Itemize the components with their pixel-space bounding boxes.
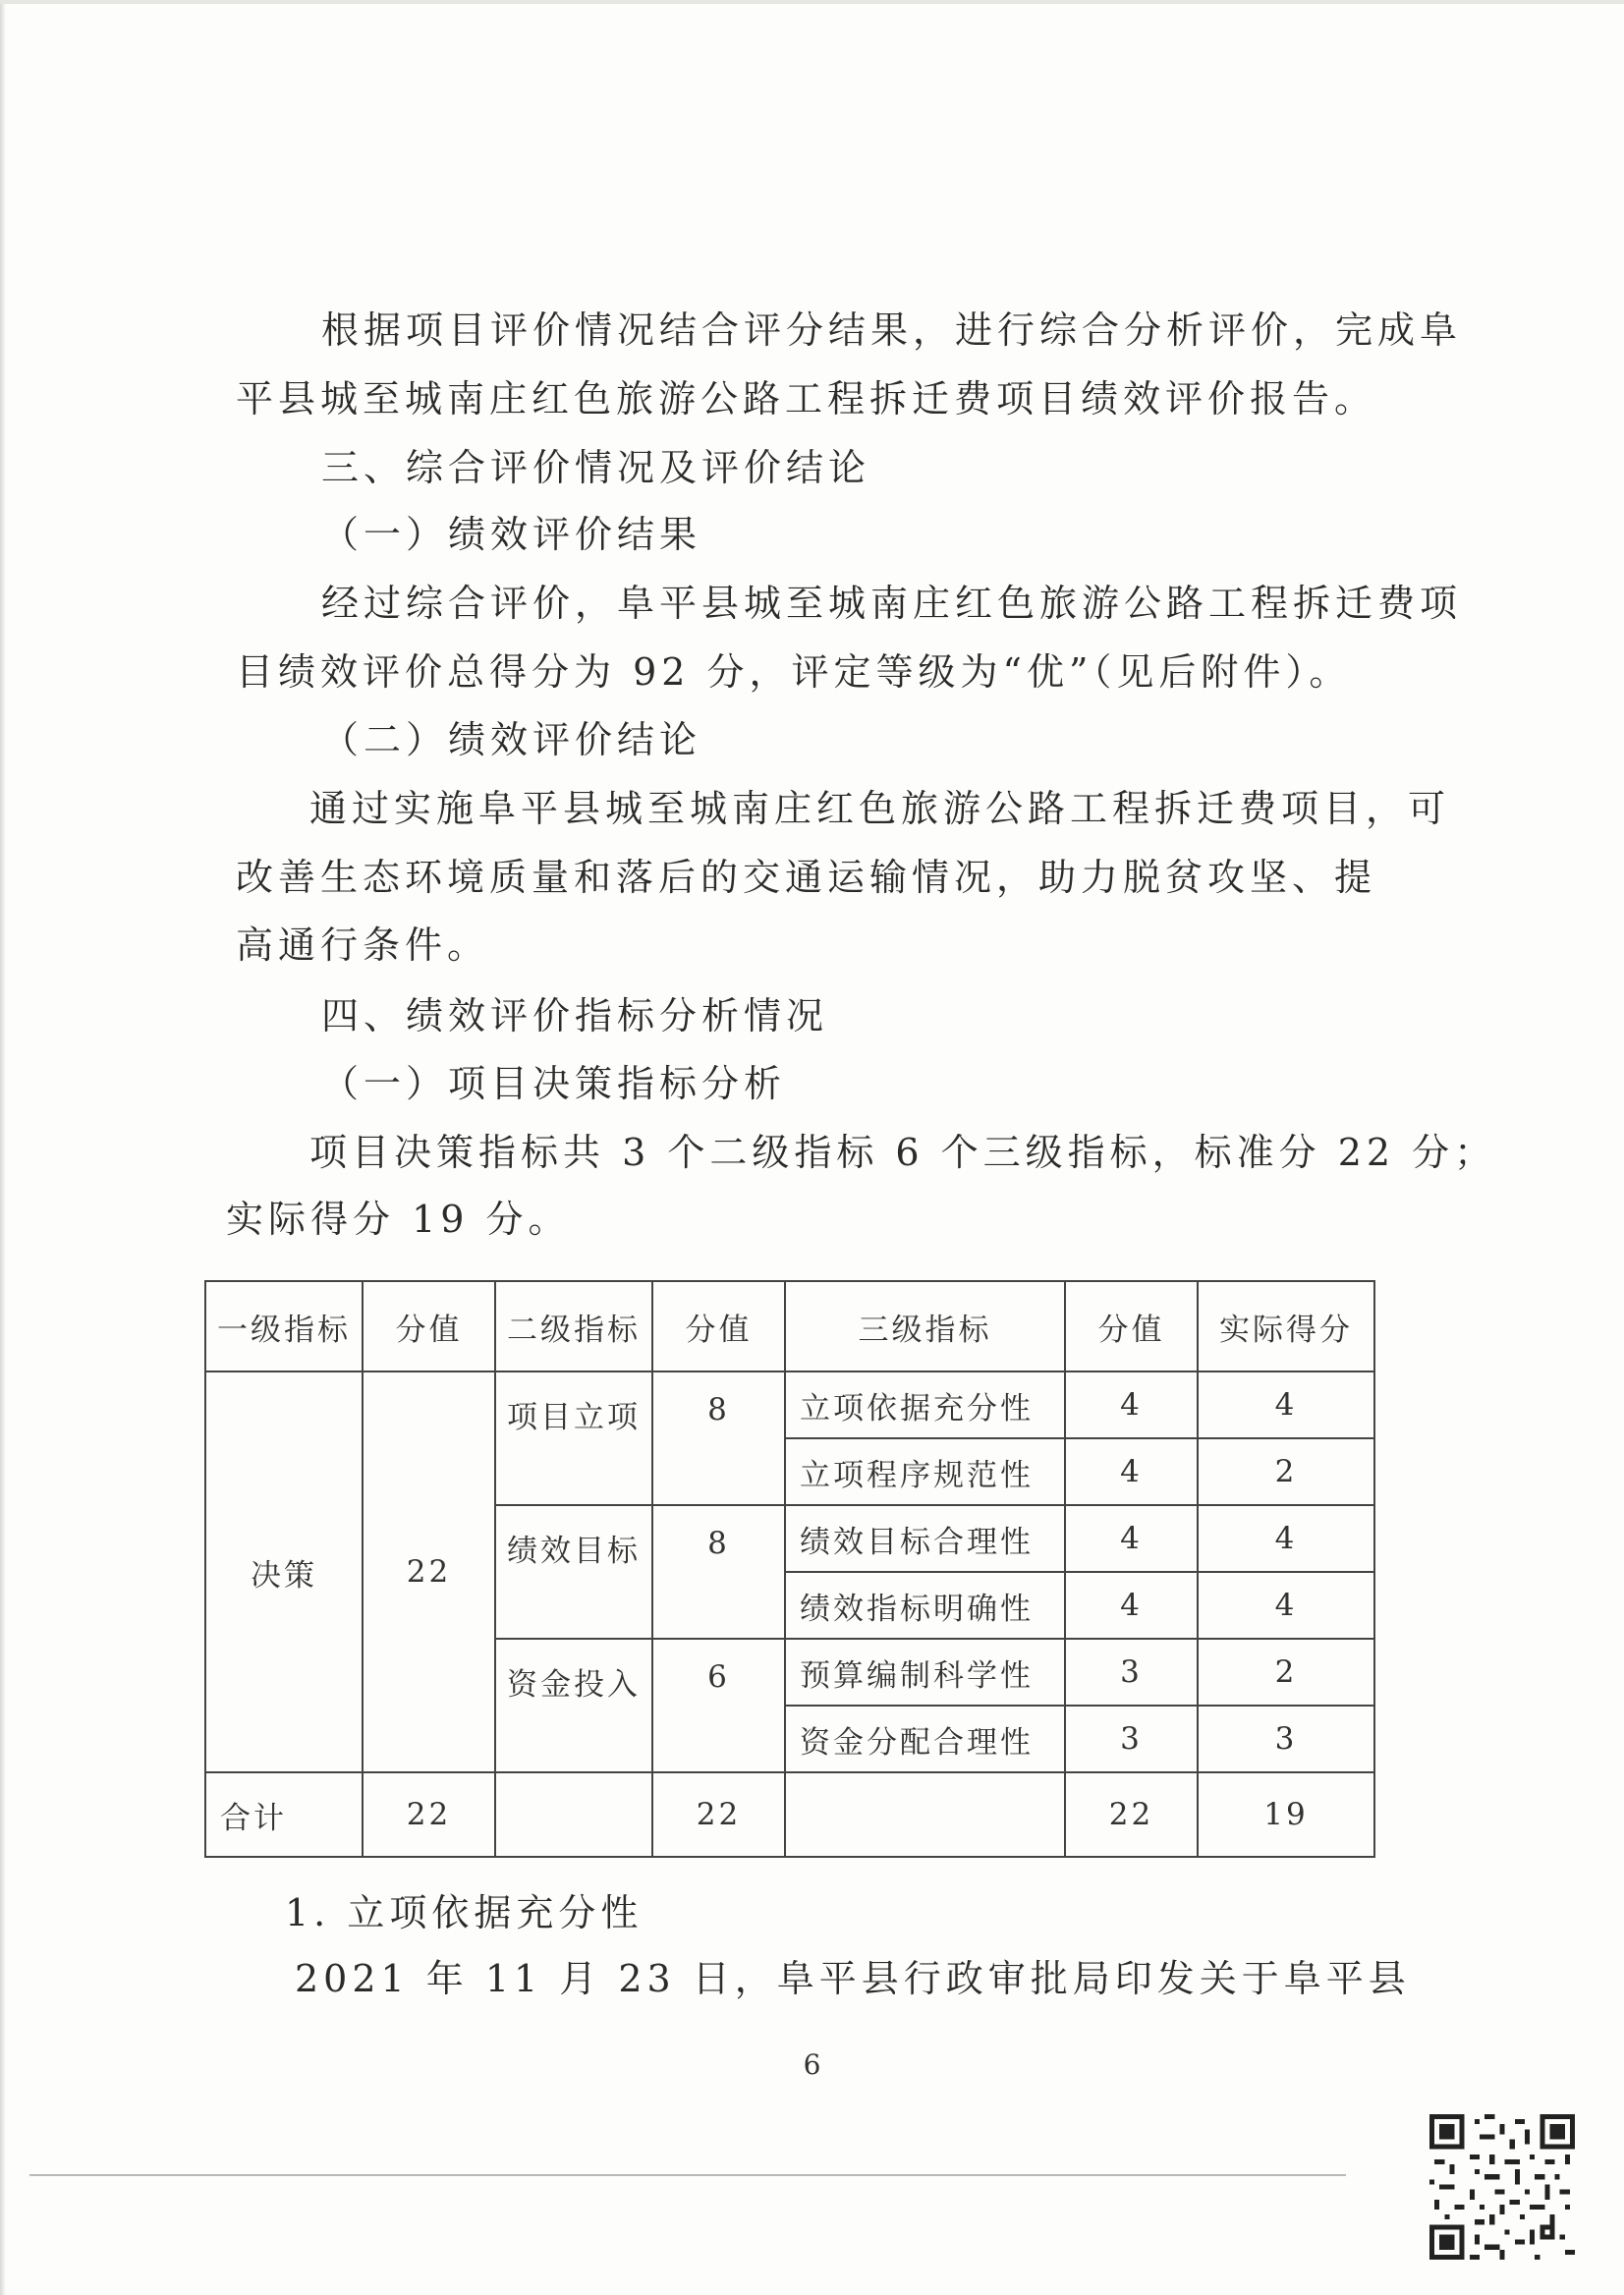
subsection-heading: （一）项目决策指标分析 bbox=[321, 1062, 787, 1105]
page-number: 6 bbox=[803, 2048, 821, 2081]
level2-score-cell: 8 bbox=[652, 1371, 785, 1505]
column-header: 二级指标 bbox=[495, 1281, 652, 1371]
subsection-heading: （二）绩效评价结论 bbox=[321, 718, 702, 761]
level3-name-cell: 资金分配合理性 bbox=[785, 1706, 1065, 1772]
empty-cell bbox=[785, 1772, 1065, 1857]
qr-code-icon bbox=[1429, 2114, 1575, 2260]
body-text-line: 2021 年 11 月 23 日，阜平县行政审批局印发关于阜平县 bbox=[295, 1957, 1411, 2000]
column-header: 三级指标 bbox=[785, 1281, 1065, 1371]
column-header: 实际得分 bbox=[1198, 1281, 1374, 1371]
body-text-line: 改善生态环境质量和落后的交通运输情况，助力脱贫攻坚、提 bbox=[236, 856, 1377, 899]
body-text-line: 经过综合评价，阜平县城至城南庄红色旅游公路工程拆迁费项 bbox=[321, 582, 1463, 625]
level2-score-cell: 8 bbox=[652, 1505, 785, 1639]
level3-name-cell: 预算编制科学性 bbox=[785, 1639, 1065, 1706]
level2-name-cell: 项目立项 bbox=[495, 1371, 652, 1505]
level1-score-cell: 22 bbox=[363, 1371, 495, 1772]
total-score-cell: 22 bbox=[652, 1772, 785, 1857]
body-text-line: 通过实施阜平县城至城南庄红色旅游公路工程拆迁费项目，可 bbox=[309, 787, 1451, 830]
level2-name-cell: 绩效目标 bbox=[495, 1505, 652, 1639]
empty-cell bbox=[495, 1772, 652, 1857]
subsection-heading: （一）绩效评价结果 bbox=[321, 513, 702, 556]
item-heading: 1. 立项依据充分性 bbox=[285, 1891, 644, 1934]
actual-score-cell: 4 bbox=[1198, 1505, 1374, 1572]
total-label-cell: 合计 bbox=[205, 1772, 363, 1857]
actual-score-cell: 3 bbox=[1198, 1706, 1374, 1772]
level3-name-cell: 绩效目标合理性 bbox=[785, 1505, 1065, 1572]
total-score-cell: 22 bbox=[363, 1772, 495, 1857]
level1-name-cell: 决策 bbox=[205, 1371, 363, 1772]
body-text-line: 平县城至城南庄红色旅游公路工程拆迁费项目绩效评价报告。 bbox=[236, 377, 1377, 420]
section-heading: 三、综合评价情况及评价结论 bbox=[321, 446, 871, 489]
level3-score-cell: 4 bbox=[1065, 1572, 1198, 1639]
column-header: 分值 bbox=[1065, 1281, 1198, 1371]
actual-score-cell: 2 bbox=[1198, 1639, 1374, 1706]
level3-name-cell: 立项依据充分性 bbox=[785, 1371, 1065, 1438]
table-total-row bbox=[205, 1772, 1374, 1857]
level3-score-cell: 4 bbox=[1065, 1438, 1198, 1505]
level3-name-cell: 立项程序规范性 bbox=[785, 1438, 1065, 1505]
level2-score-cell: 6 bbox=[652, 1639, 785, 1772]
section-heading: 四、绩效评价指标分析情况 bbox=[321, 994, 829, 1037]
body-text-line: 根据项目评价情况结合评分结果，进行综合分析评价，完成阜 bbox=[321, 308, 1463, 352]
actual-score-cell: 4 bbox=[1198, 1572, 1374, 1639]
column-header: 一级指标 bbox=[205, 1281, 363, 1371]
body-text-line: 目绩效评价总得分为 92 分，评定等级为“优”（见后附件）。 bbox=[236, 650, 1352, 694]
level3-score-cell: 4 bbox=[1065, 1505, 1198, 1572]
column-header: 分值 bbox=[363, 1281, 495, 1371]
level3-name-cell: 绩效指标明确性 bbox=[785, 1572, 1065, 1639]
footer-divider bbox=[29, 2174, 1346, 2176]
level2-name-cell: 资金投入 bbox=[495, 1639, 652, 1772]
level3-score-cell: 4 bbox=[1065, 1371, 1198, 1438]
scan-edge bbox=[0, 0, 6, 2295]
total-actual-cell: 19 bbox=[1198, 1772, 1374, 1857]
column-header: 分值 bbox=[652, 1281, 785, 1371]
table-header-row bbox=[205, 1281, 1374, 1371]
body-text-line: 高通行条件。 bbox=[236, 924, 490, 967]
scan-edge-top bbox=[0, 0, 1624, 4]
table-row bbox=[205, 1371, 1374, 1438]
body-text-line: 项目决策指标共 3 个二级指标 6 个三级指标，标准分 22 分； bbox=[309, 1131, 1497, 1174]
actual-score-cell: 2 bbox=[1198, 1438, 1374, 1505]
total-score-cell: 22 bbox=[1065, 1772, 1198, 1857]
actual-score-cell: 4 bbox=[1198, 1371, 1374, 1438]
level3-score-cell: 3 bbox=[1065, 1639, 1198, 1706]
body-text-line: 实际得分 19 分。 bbox=[226, 1198, 571, 1241]
indicator-score-table bbox=[204, 1280, 1375, 1858]
level3-score-cell: 3 bbox=[1065, 1706, 1198, 1772]
